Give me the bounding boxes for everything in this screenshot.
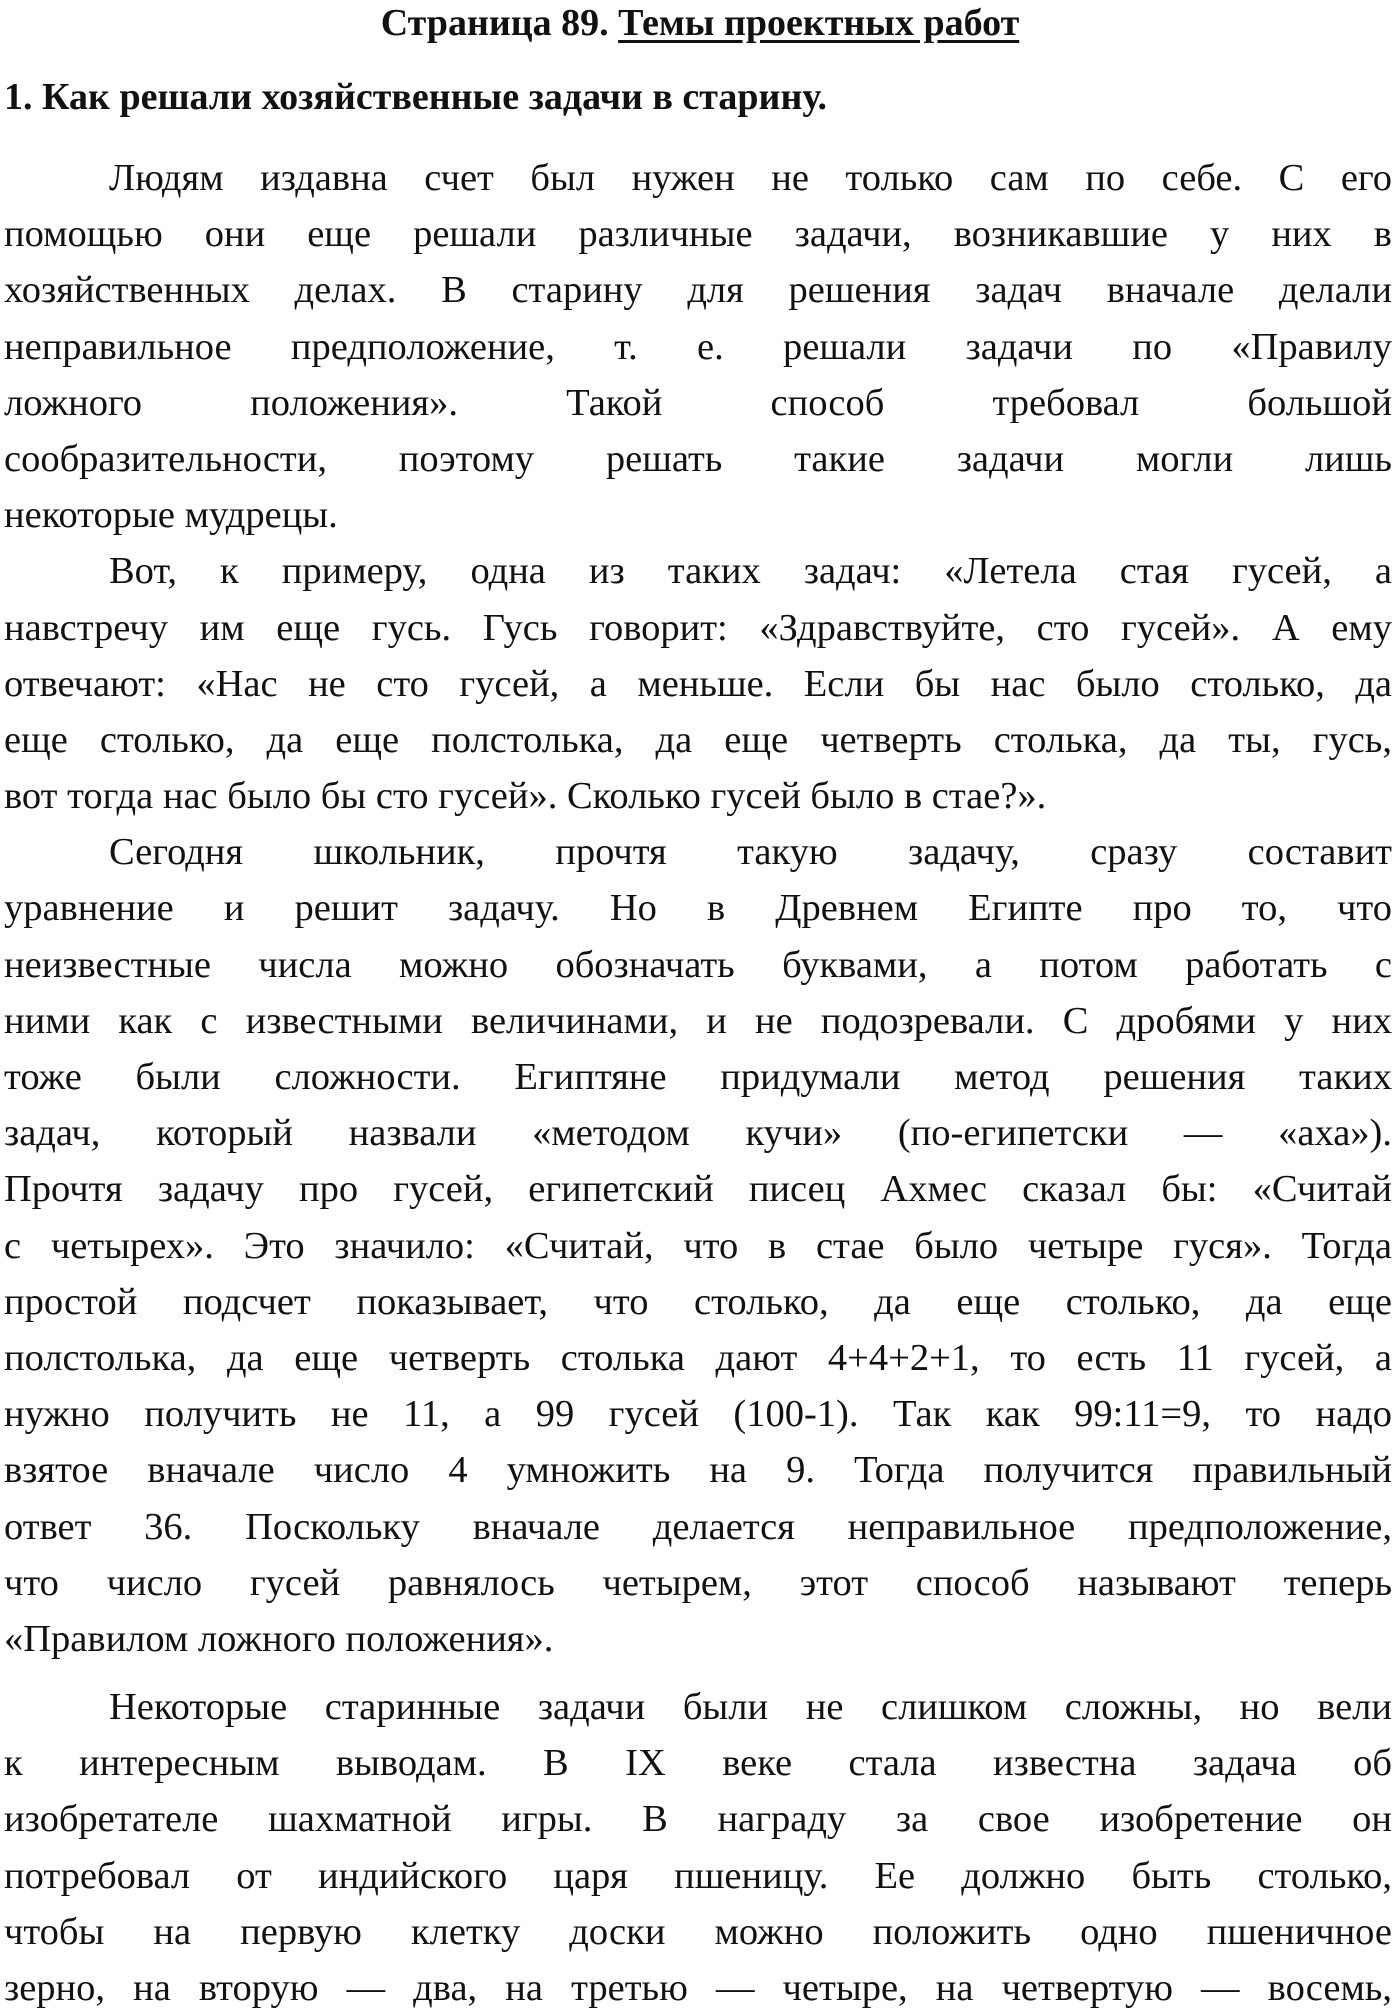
paragraph xyxy=(4,150,1392,543)
text-line: некоторые мудрецы. xyxy=(4,494,338,537)
text-line: тоже были сложности. Египтяне придумали метод решения таких xyxy=(4,1056,1392,1098)
page-topic: Темы проектных работ xyxy=(618,2,1020,44)
text-line: ложного положения». Такой способ требовал большой xyxy=(4,381,1392,424)
paragraph xyxy=(4,1679,1392,2016)
text-line: вот тогда нас было бы сто гусей». Сколько гусей было в стае?». xyxy=(4,775,1047,818)
text-line: что число гусей равнялось четырем, этот способ называют теперь xyxy=(4,1561,1392,1604)
text-line: потребовал от индийского царя пшеницу. Ее должно быть столько, xyxy=(4,1854,1392,1897)
text-line: уравнение и решит задачу. Но в Древнем Египте про то, что xyxy=(4,887,1392,930)
text-line: задач, который назвали «методом кучи» (по-египетски — «аха»). xyxy=(4,1112,1392,1155)
text-line: изобретателе шахматной игры. В награду за свое изобретение он xyxy=(4,1798,1392,1841)
text-line: зерно, на вторую — два, на третью — четыре, на четвертую — восемь, xyxy=(4,1967,1392,2009)
paragraph xyxy=(4,824,1392,1667)
text-line: Вот, к примеру, одна из таких задач: «Летела стая гусей, а xyxy=(109,550,1392,593)
text-line: Прочтя задачу про гусей, египетский писец Ахмес сказал бы: «Считай xyxy=(4,1168,1392,1211)
body-text xyxy=(4,150,1392,2016)
text-line: еще столько, да еще полстолька, да еще четверть столька, да ты, гусь, xyxy=(4,718,1392,761)
text-line: «Правилом ложного положения». xyxy=(4,1617,554,1660)
text-line: нужно получить не 11, а 99 гусей (100-1). Так как 99:11=9, то надо xyxy=(4,1393,1392,1436)
text-line: сообразительности, поэтому решать такие задачи могли лишь xyxy=(4,437,1392,480)
text-line: ответ 36. Поскольку вначале делается неправильное предположение, xyxy=(4,1505,1392,1548)
text-line: полстолька, да еще четверть столька дают 4+4+2+1, то есть 11 гусей, а xyxy=(4,1336,1392,1379)
text-line: ними как с известными величинами, и не подозревали. С дробями у них xyxy=(4,999,1392,1042)
text-line: к интересным выводам. В IX веке стала известна задача об xyxy=(4,1742,1392,1785)
text-line: неизвестные числа можно обозначать буквами, а потом работать с xyxy=(4,943,1392,986)
text-line: помощью они еще решали различные задачи, возникавшие у них в xyxy=(4,213,1392,256)
text-line: Людям издавна счет был нужен не только сам по себе. С его xyxy=(109,157,1392,199)
text-line: чтобы на первую клетку доски можно положить одно пшеничное xyxy=(4,1910,1392,1953)
text-line: неправильное предположение, т. е. решали задачи по «Правилу xyxy=(4,325,1392,368)
page-header xyxy=(0,0,1400,46)
text-line: отвечают: «Нас не сто гусей, а меньше. Если бы нас было столько, да xyxy=(4,662,1392,705)
section-title: 1. Как решали хозяйственные задачи в старину. xyxy=(4,76,828,118)
page-number-label: Страница 89. xyxy=(380,2,609,44)
text-line: с четырех». Это значило: «Считай, что в стае было четыре гуся». Тогда xyxy=(4,1224,1392,1267)
text-line: взятое вначале число 4 умножить на 9. Тогда получится правильный xyxy=(4,1449,1392,1492)
text-line: Сегодня школьник, прочтя такую задачу, сразу составит xyxy=(109,831,1392,874)
text-line: простой подсчет показывает, что столько, да еще столько, да еще xyxy=(4,1280,1392,1323)
paragraph xyxy=(4,543,1392,824)
text-line: Некоторые старинные задачи были не слишком сложны, но вели xyxy=(109,1686,1392,1729)
text-line: навстречу им еще гусь. Гусь говорит: «Здравствуйте, сто гусей». А ему xyxy=(4,606,1392,649)
text-line: хозяйственных делах. В старину для решения задач вначале делали xyxy=(4,269,1392,312)
